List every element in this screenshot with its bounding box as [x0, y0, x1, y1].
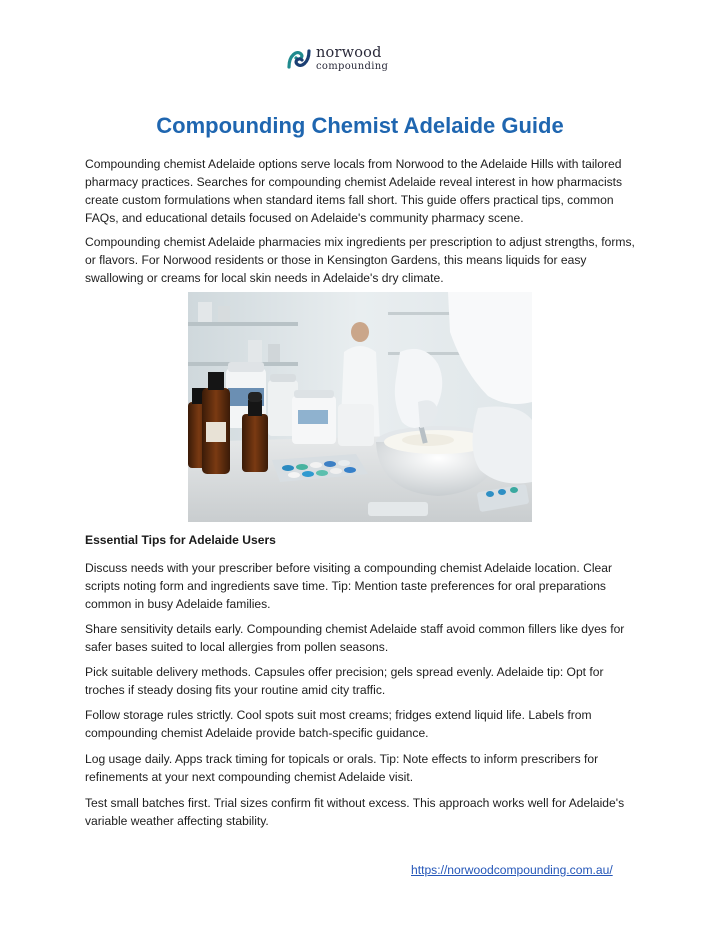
tip-paragraph-4: Follow storage rules strictly. Cool spots suit most creams; fridges extend liquid life. Labels from compounding chemist Adelaide provide batch-specific guidance.	[85, 708, 592, 740]
pharmacist-compounding-photo	[188, 292, 532, 522]
norwood-logo-mark-icon	[285, 45, 313, 73]
intro-paragraph-1: Compounding chemist Adelaide options serve locals from Norwood to the Adelaide Hills with tailored pharmacy practices. Searches for compounding chemist Adelaide reveal interest in how pharmacists create custom formulations when standard items fall short. This guide offers practical tips, common FAQs, and educational details focused on Adelaide's community pharmacy scene.	[85, 157, 623, 225]
footer-website-link[interactable]: https://norwoodcompounding.com.au/	[411, 863, 613, 877]
tip-paragraph-2: Share sensitivity details early. Compounding chemist Adelaide staff avoid common fillers like dyes for safer bases suited to local allergies from pollen seasons.	[85, 622, 625, 654]
intro-paragraph-2: Compounding chemist Adelaide pharmacies mix ingredients per prescription to adjust strengths, forms, or flavors. For Norwood residents or those in Kensington Gardens, this means liquids for easy swallowing or creams for local skin needs in Adelaide's dry climate.	[85, 235, 635, 285]
brand-logo	[285, 44, 395, 74]
page-title: Compounding Chemist Adelaide Guide	[156, 113, 564, 138]
tip-paragraph-1: Discuss needs with your prescriber before visiting a compounding chemist Adelaide location. Clear scripts noting form and ingredients save time. Tip: Mention taste preferences for oral preparations common in busy Adelaide families.	[85, 561, 613, 611]
logo-wordmark-norwood: norwood	[316, 45, 382, 62]
tips-heading: Essential Tips for Adelaide Users	[85, 533, 276, 547]
tip-paragraph-5: Log usage daily. Apps track timing for topicals or orals. Tip: Note effects to inform prescribers for refinements at your next compounding chemist Adelaide visit.	[85, 752, 599, 784]
logo-wordmark-compounding: compounding	[316, 60, 389, 72]
tip-paragraph-3: Pick suitable delivery methods. Capsules offer precision; gels spread evenly. Adelaide tip: Opt for troches if steady dosing fits your routine amid city traffic.	[85, 665, 604, 697]
tip-paragraph-6: Test small batches first. Trial sizes confirm fit without excess. This approach works well for Adelaide's variable weather affecting stability.	[85, 796, 625, 828]
